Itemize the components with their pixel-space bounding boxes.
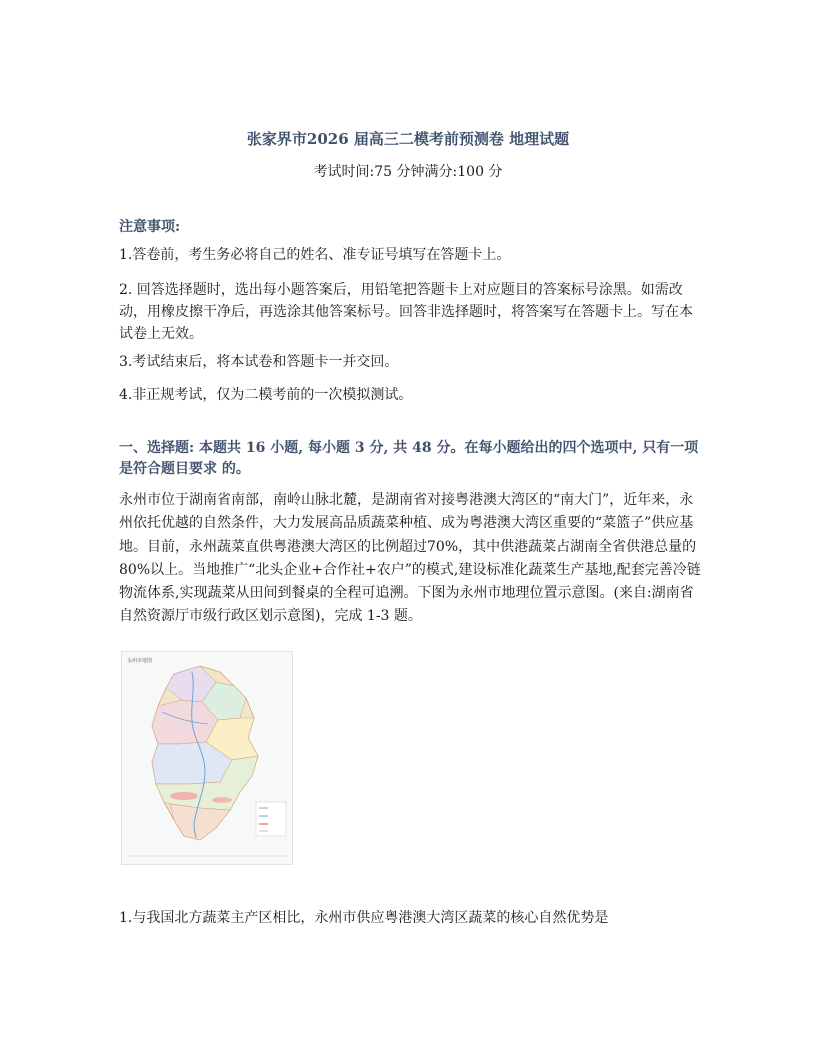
notice-item-2: 2. 回答选择题时，选出每小题答案后，用铅笔把答题卡上对应题目的答案标号涂黑。如需改动，用橡皮擦干净后，再选涂其他答案标号。回答非选择题时，将答案写在答题卡上。写在本试卷上无效。 [119, 282, 693, 342]
section-heading: 一、选择题: 本题共 16 小题, 每小题 3 分, 共 48 分。在每小题给出的四个选项中, 只有一项是符合题目要求 的。 [119, 440, 699, 477]
notice-item-1: 1.答卷前，考生务必将自己的姓名、准专证号填写在答题卡上。 [119, 247, 511, 263]
question-1-stem: 1.与我国北方蔬菜主产区相比，永州市供应粤港澳大湾区蔬菜的核心自然优势是 [119, 910, 609, 926]
notice-item-4: 4.非正规考试，仅为二模考前的一次模拟测试。 [119, 387, 413, 403]
notice-item-3: 3.考试结束后，将本试卷和答题卡一并交回。 [119, 354, 399, 370]
notice-heading: 注意事项: [119, 219, 181, 235]
exam-title: 张家界市2026 届高三二模考前预测卷 地理试题 [246, 130, 570, 148]
exam-duration-score: 考试时间:75 分钟满分:100 分 [313, 164, 503, 180]
highlight-zone [170, 792, 198, 800]
yongzhou-map-image [121, 651, 293, 865]
map-title: 永州市地图 [127, 658, 153, 664]
passage-text: 永州市位于湖南省南部，南岭山脉北麓，是湖南省对接粤港澳大湾区的“南大门”，近年来，永州依托优越的自然条件，大力发展高品质蔬菜种植、成为粤港澳大湾区重要的“菜篮子”供应基地。目前，永州蔬菜直供粤港澳大湾区的比例超过70%，其中供港蔬菜占湖南全省供港总量的 80%以上。当地推广“北头企业+合作社+农户”的模式,建设标准化蔬菜生产基地,配套完善冷链物流体系,实现蔬菜从田间到餐桌的全程可追溯。下图为永州市地理位置示意图。(来自:湖南省自然资源厅市级行政区划示意图)，完成 1-3 题。 [119, 492, 701, 625]
highlight-zone [212, 797, 232, 803]
map-graphic [122, 652, 292, 864]
